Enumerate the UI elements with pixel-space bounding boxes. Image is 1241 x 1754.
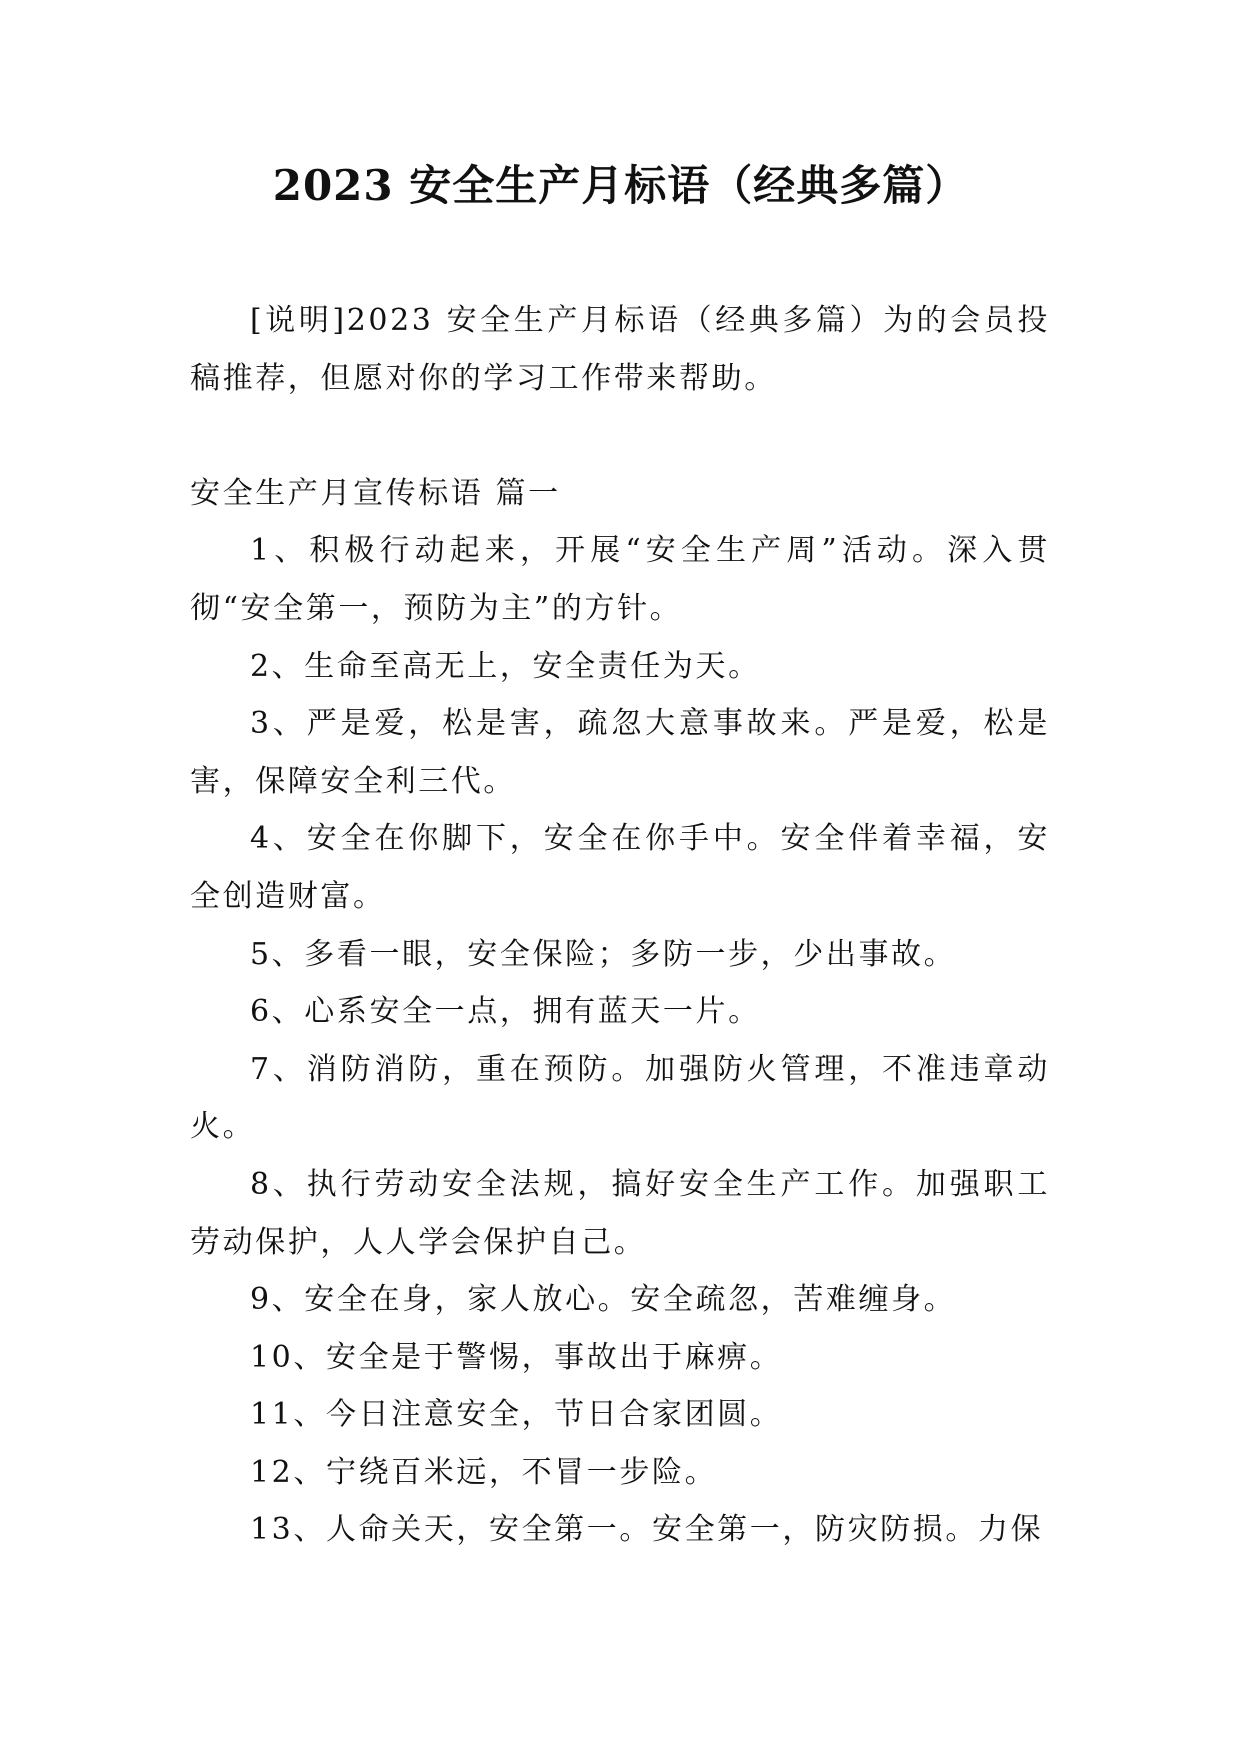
section-heading: 安全生产月宣传标语 篇一 xyxy=(190,475,561,511)
slogan-item-12: 12、宁绕百米远，不冒一步险。 xyxy=(250,1454,718,1490)
slogan-item-13: 13、人命关天，安全第一。安全第一，防灾防损。力保 xyxy=(250,1512,1044,1548)
slogan-item-1: 1、积极行动起来，开展“安全生产周”活动。深入贯彻“安全第一，预防为主”的方针。 xyxy=(190,533,1050,626)
slogan-item-6: 6、心系安全一点，拥有蓝天一片。 xyxy=(250,994,761,1030)
slogan-item-9: 9、安全在身，家人放心。安全疏忽，苦难缠身。 xyxy=(250,1282,957,1318)
slogan-item-8: 8、执行劳动安全法规，搞好安全生产工作。加强职工劳动保护，人人学会保护自己。 xyxy=(190,1166,1050,1260)
slogan-item-2: 2、生命至高无上，安全责任为天。 xyxy=(250,648,761,684)
slogan-item-3: 3、严是爱，松是害，疏忽大意事故来。严是爱，松是害，保障安全利三代。 xyxy=(190,706,1050,799)
slogan-item-10: 10、安全是于警惕，事故出于麻痹。 xyxy=(250,1339,783,1375)
document-body xyxy=(190,292,1050,1559)
slogan-item-11: 11、今日注意安全，节日合家团圆。 xyxy=(250,1397,783,1433)
slogan-item-4: 4、安全在你脚下，安全在你手中。安全伴着幸福，安全创造财富。 xyxy=(190,821,1050,914)
slogan-item-7: 7、消防消防，重在预防。加强防火管理，不准违章动火。 xyxy=(190,1051,1050,1145)
intro-paragraph: [说明]2023 安全生产月标语（经典多篇）为的会员投稿推荐，但愿对你的学习工作带来帮助。 xyxy=(190,303,1050,396)
slogan-item-5: 5、多看一眼，安全保险；多防一步，少出事故。 xyxy=(250,936,957,972)
document-title: 2023 安全生产月标语（经典多篇） xyxy=(272,161,969,210)
paragraph-spacer xyxy=(190,407,1050,465)
